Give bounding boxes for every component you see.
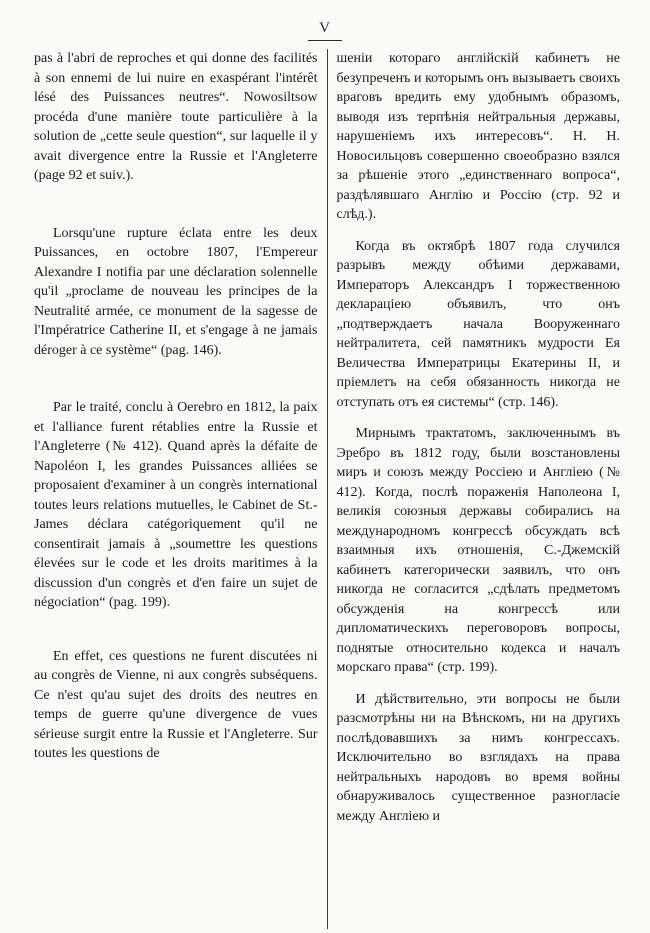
russian-paragraph-4: И дѣйствительно, эти вопросы не были разсмотрѣны ни на Вѣнскомъ, ни на другихъ послѣдовавшихъ за нимъ конгрессахъ. Исключительно во взглядахъ на права нейтральныхъ народовъ во время войны обнаруживалось существенное разногласіе между Англіею и [336,691,620,824]
page-number-rule [308,40,342,41]
page-header [0,0,650,41]
text-columns [34,49,620,929]
french-paragraph-3: Par le traité, conclu à Oerebro en 1812, la paix et l'alliance furent rétablies entre la Russie et l'Angleterre (№ 412). Quand après la défaite de Napoléon I, les grandes Puissances alliées se proposaient d'examiner à un congrès international toutes leurs relations mutuelles, le Cabinet de St.-James déclara catégoriquement qu'il ne consentirait jamais à „soumettre les questions élevées sur le code et les droits maritimes à la discussion d'un congrès et d'en faire un sujet de négociation“ (pag. 199). [34,400,318,610]
french-paragraph-4: En effet, ces questions ne furent discutées ni au congrès de Vienne, ni aux congrès subséquens. Ce n'est qu'au sujet des droits des neutres en temps de guerre qu'une divergence de vues sérieuse surgit entre la Russie et l'Angleterre. Sur toutes les questions de [34,648,318,761]
french-column [34,49,327,929]
russian-column [328,49,621,929]
russian-paragraph-2: Когда въ октябрѣ 1807 года случился разрывъ между обѣими державами, Императоръ Александръ I торжественною деклараціею объявилъ, что онъ „подтверждаетъ начала Вооруженнаго нейтралитета, сей памятникъ мудрости Ея Величества Императрицы Екатерины II, и пріемлетъ на себя обязанность никогда не отступать отъ ея системы“ (стр. 146). [336,238,620,410]
page-number: V [319,20,331,36]
french-paragraph-2: Lorsqu'une rupture éclata entre les deux Puissances, en octobre 1807, l'Empereur Alexandre I notifia par une déclaration solennelle qu'il „proclame de nouveau les principes de la Neutralité armée, ce monument de la sagesse de l'Impératrice Catherine II, et s'engage à ne jamais déroger à ce système“ (pag. 146). [34,225,318,358]
french-paragraph-1: pas à l'abri de reproches et qui donne des facilités à son ennemi de lui nuire en exaspérant l'intérêt lésé des Puissances neutres“. Nowosiltsow procéda d'une manière toute particulière à la solution de „cette seule question“, sur laquelle il y avait divergence entre la Russie et l'Angleterre (page 92 et suiv.). [34,51,318,183]
russian-paragraph-3: Мирнымъ трактатомъ, заключеннымъ въ Эребро въ 1812 году, были возстановлены миръ и союзъ между Россіею и Англіею (№ 412). Когда, послѣ пораженія Наполеона I, великія союзныя державы собирались на международномъ конгрессѣ обсуждать всѣ взаимныя ихъ отношенія, С.-Джемскій кабинетъ категорически заявилъ, что онъ никогда не согласится „сдѣлать предметомъ обсужденія на конгрессѣ или дипломатическихъ переговоровъ вопросы, поднятые относительно кодекса и началъ морскаго права“ (стр. 199). [336,426,620,675]
russian-paragraph-1: шеніи котораго англійскій кабинетъ не безупреченъ и которымъ онъ вызываетъ своихъ враговъ вредить ему удобнымъ образомъ, выводя изъ терпѣнія нейтральныя державы, нарушеніемъ ихъ интересовъ“. Н. Н. Новосильцовъ совершенно своеобразно взялся за рѣшеніе этого „единственнаго вопроса“, раздѣлявшаго Англію и Россію (стр. 92 и слѣд.). [336,51,620,222]
